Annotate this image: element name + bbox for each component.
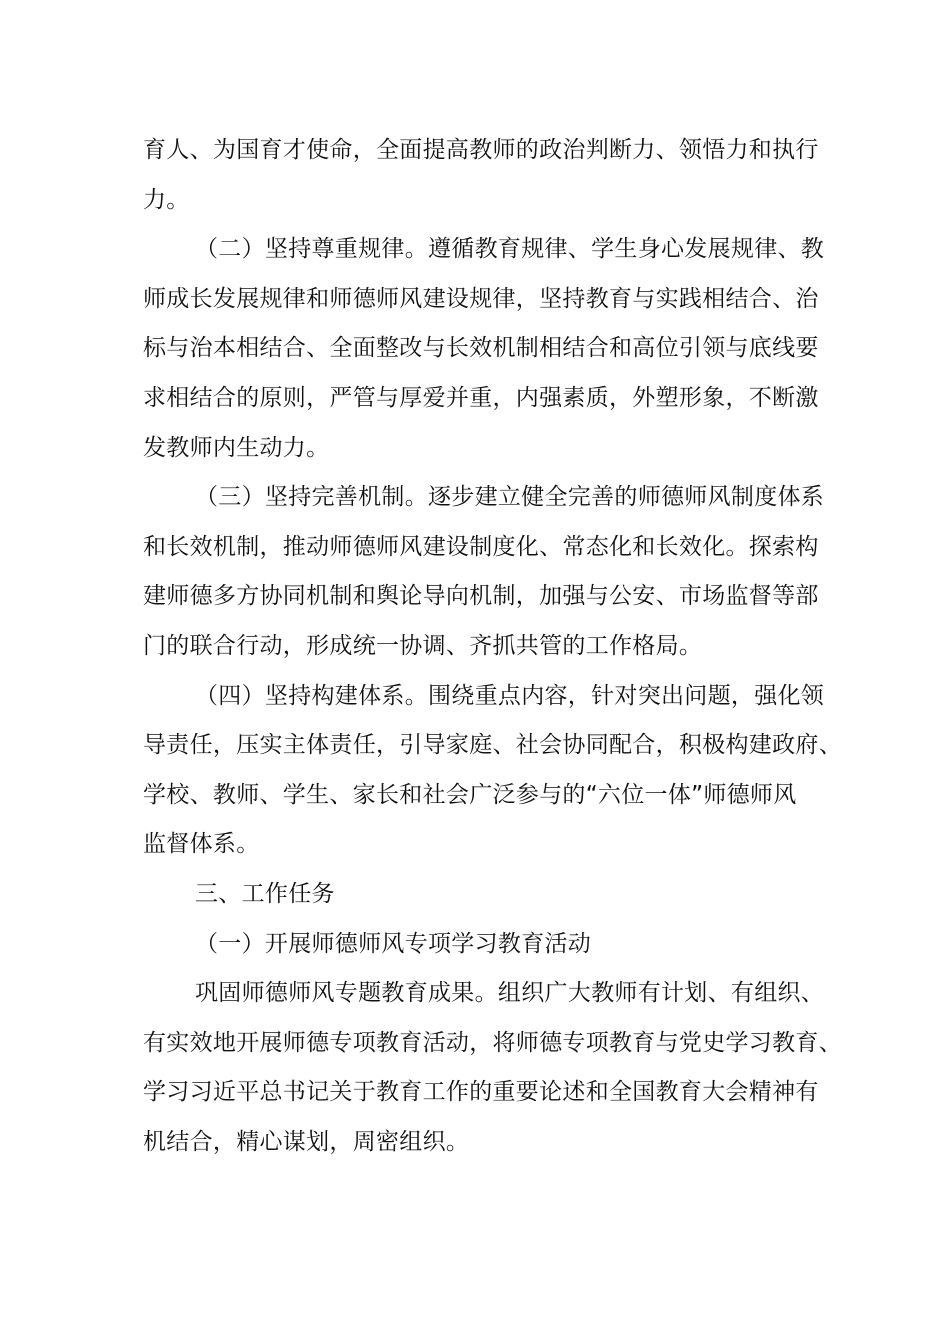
text-line: 发教师内生动力。 — [143, 434, 330, 461]
text-line: 力。 — [143, 186, 190, 213]
text-line: 求相结合的原则，严管与厚爱并重，内强素质，外塑形象，不断激 — [143, 384, 819, 411]
document-body — [143, 126, 842, 1167]
text-line: 导责任，压实主体责任，引导家庭、社会协同配合，积极构建政府、 — [143, 732, 842, 759]
section-heading: 三、工作任务 — [195, 880, 335, 907]
paragraph-heading-3: （三）坚持完善机制。逐步建立健全完善的师德师风制度体系 — [195, 484, 825, 511]
text-line: 育人、为国育才使命，全面提高教师的政治判断力、领悟力和执行 — [143, 137, 819, 163]
text-line: 建师德多方协同机制和舆论导向机制，加强与公安、市场监督等部 — [143, 583, 819, 610]
text-line: 有实效地开展师德专项教育活动，将师德专项教育与党史学习教育、 — [143, 1029, 842, 1056]
text-line: 师成长发展规律和师德师风建设规律，坚持教育与实践相结合、治 — [143, 285, 819, 312]
text-line: 门的联合行动，形成统一协调、齐抓共管的工作格局。 — [143, 632, 703, 659]
text-line: 巩固师德师风专题教育成果。组织广大教师有计划、有组织、 — [195, 980, 825, 1007]
text-line: 学习习近平总书记关于教育工作的重要论述和全国教育大会精神有 — [143, 1079, 819, 1106]
text-line: 学校、教师、学生、家长和社会广泛参与的“六位一体”师德师风 — [143, 781, 797, 808]
text-line: 标与治本相结合、全面整改与长效机制相结合和高位引领与底线要 — [143, 335, 819, 362]
paragraph-heading-2: （二）坚持尊重规律。遵循教育规律、学生身心发展规律、教 — [195, 236, 825, 263]
text-line: 监督体系。 — [143, 831, 260, 858]
paragraph-heading-4: （四）坚持构建体系。围绕重点内容，针对突出问题，强化领 — [195, 682, 825, 709]
text-line: 机结合，精心谋划，周密组织。 — [143, 1128, 470, 1155]
subsection-heading: （一）开展师德师风专项学习教育活动 — [195, 930, 592, 957]
text-line: 和长效机制，推动师德师风建设制度化、常态化和长效化。探索构 — [143, 533, 819, 560]
